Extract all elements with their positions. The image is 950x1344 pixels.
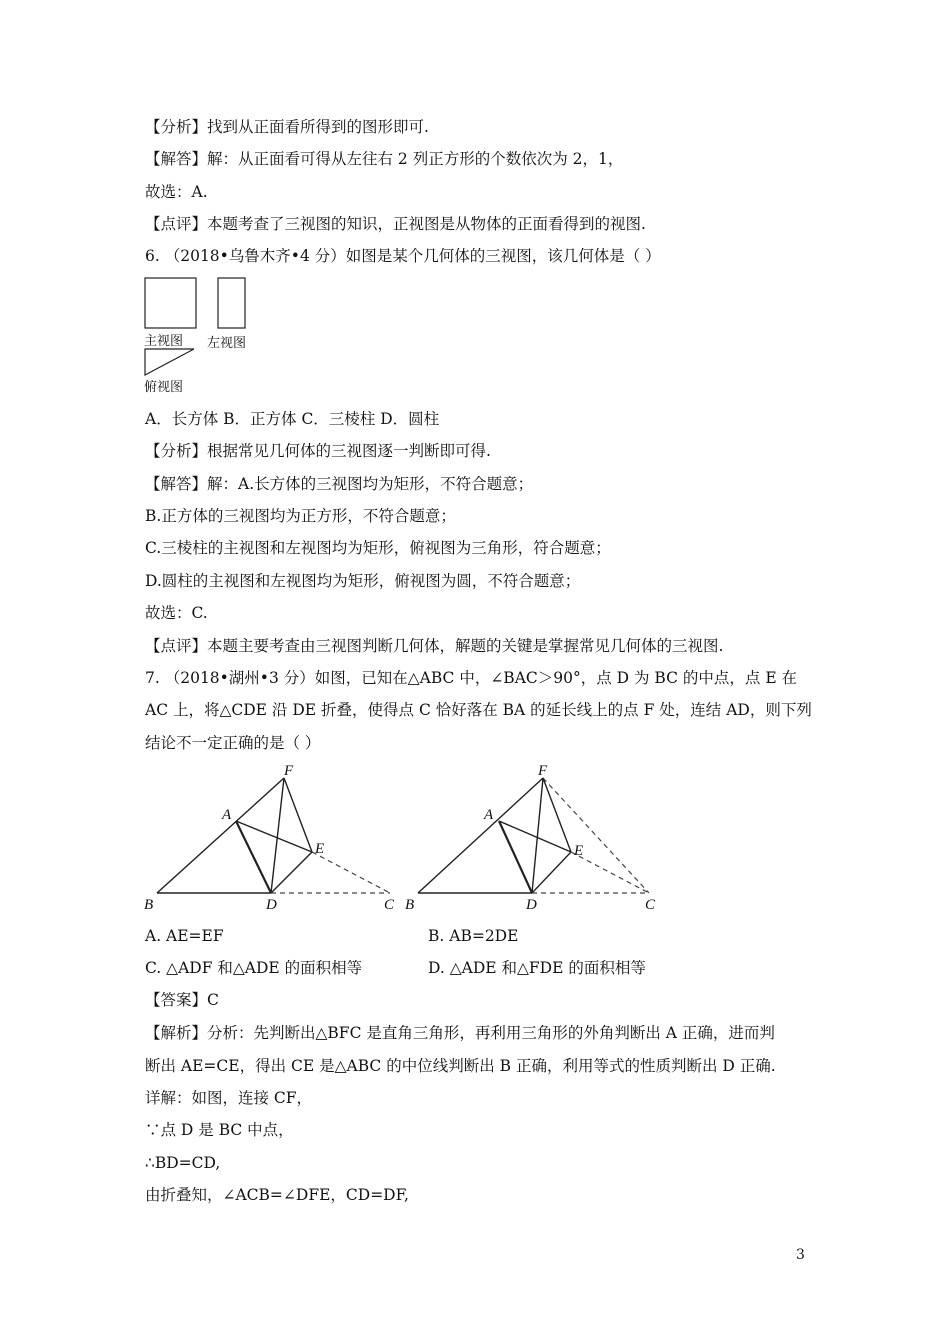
option-7a: A. AE=EF [145,927,224,945]
detail-q7: 详解：如图，连接 CF， [145,1089,313,1107]
right-label-D: D [526,897,537,913]
right-label-B: B [405,897,415,913]
solution-q6: 【解答】解：A.长方体的三视图均为矩形，不符合题意； [145,475,534,493]
comment-q6: 【点评】本题主要考查由三视图判断几何体，解题的关键是掌握常见几何体的三视图. [145,637,724,655]
detail-q7-1: ∵点 D 是 BC 中点， [145,1121,294,1139]
left-label-E: E [315,841,325,857]
detail-q7-3: 由折叠知，∠ACB=∠DFE，CD=DF, [145,1186,409,1204]
question-7-end: 结论不一定正确的是（ ） [145,734,321,752]
three-views-figure [144,277,264,395]
page-number: 3 [796,1247,805,1263]
answer-q7: 【答案】C [145,991,219,1009]
left-label-F: F [284,763,294,779]
right-label-E: E [574,843,584,859]
left-label-A: A [222,807,232,823]
solution-q6-d: D.圆柱的主视图和左视图均为矩形，俯视图为圆，不符合题意； [145,572,581,590]
left-label-B: B [144,897,154,913]
question-7-cont: AC 上，将△CDE 沿 DE 折叠，使得点 C 恰好落在 BA 的延长线上的点 F 处，连结 AD，则下列 [145,701,812,719]
left-view-rect [218,278,245,328]
solution-q6-c: C.三棱柱的主视图和左视图均为矩形，俯视图为三角形，符合题意； [145,539,611,557]
comment-q5: 【点评】本题考查了三视图的知识，正视图是从物体的正面看得到的视图. [145,215,646,233]
left-view-label: 左视图 [207,336,247,351]
right-label-F: F [538,763,548,779]
analysis-q6: 【分析】根据常见几何体的三视图逐一判断即可得. [145,442,491,460]
question-6: 6. （2018•乌鲁木齐•4 分）如图是某个几何体的三视图，该几何体是（ ） [145,247,661,265]
top-view-label: 俯视图 [144,380,184,395]
answer-q6: 故选：C. [145,604,208,622]
solution-q6-b: B.正方体的三视图均为正方形，不符合题意； [145,507,456,525]
left-triangle-figure [157,778,390,893]
question-7: 7. （2018•湖州•3 分）如图，已知在△ABC 中，∠BAC＞90°，点 D 为 BC 的中点，点 E 在 [145,669,798,687]
option-7d: D. △ADE 和△FDE 的面积相等 [428,959,646,977]
detail-q7-2: ∴BD=CD, [145,1154,221,1172]
analysis-q5: 【分析】找到从正面看所得到的图形即可. [145,118,429,136]
left-label-C: C [384,897,395,913]
right-label-C: C [645,897,656,913]
explanation-q7-cont: 断出 AE=CE，得出 CE 是△ABC 的中位线判断出 B 正确，利用等式的性质判断出 D 正确. [145,1057,776,1075]
geometry-figures [140,763,680,918]
front-view-rect [145,278,196,328]
right-triangle-figure [418,778,649,893]
answer-q5: 故选：A. [145,183,208,201]
left-label-D: D [266,897,277,913]
solution-q5: 【解答】解：从正面看可得从左往右 2 列正方形的个数依次为 2，1， [145,150,624,168]
option-7c: C. △ADF 和△ADE 的面积相等 [145,959,363,977]
options-q6: A．长方体 B．正方体 C．三棱柱 D．圆柱 [145,410,440,428]
explanation-q7: 【解析】分析：先判断出△BFC 是直角三角形，再利用三角形的外角判断出 A 正确，进而判 [145,1024,775,1042]
option-7b: B. AB=2DE [428,927,519,945]
top-view-triangle [145,349,194,375]
right-label-A: A [484,807,494,823]
front-view-label: 主视图 [144,334,184,349]
